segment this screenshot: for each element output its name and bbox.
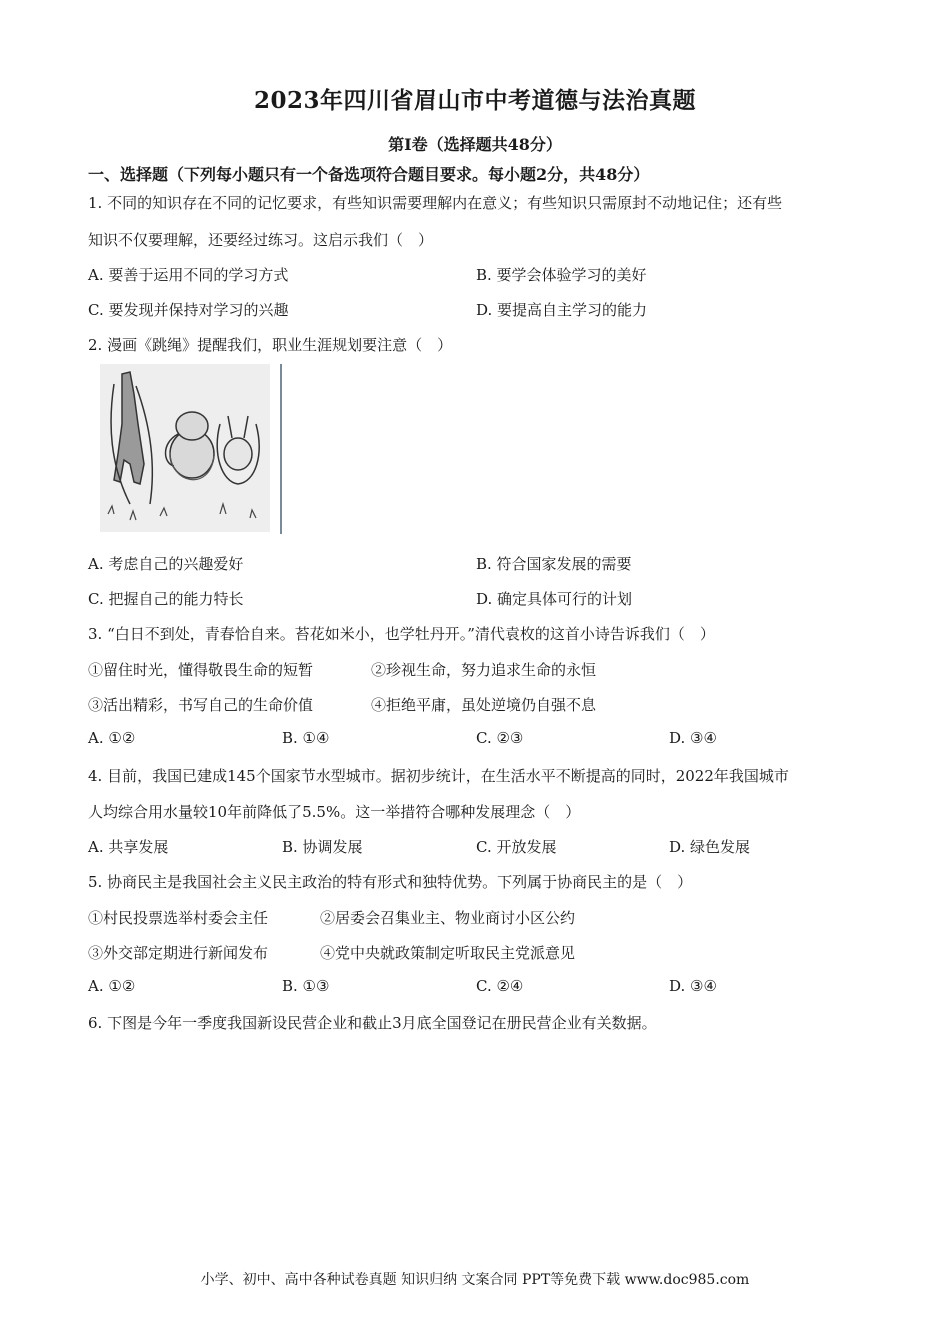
q6-stem: 6. 下图是今年一季度我国新设民营企业和截止3月底全国登记在册民营企业有关数据。 <box>88 1014 657 1032</box>
q5-item-3: ③外交部定期进行新闻发布 <box>88 944 269 962</box>
q5-option-b: B. ①③ <box>282 977 330 995</box>
q5-stem: 5. 协商民主是我国社会主义民主政治的特有形式和独特优势。下列属于协商民主的是（ ） <box>88 873 693 891</box>
q1-stem-line1: 1. 不同的知识存在不同的记忆要求，有些知识需要理解内在意义；有些知识只需原封不动地记住；还有些 <box>88 194 783 212</box>
q3-option-a: A. ①② <box>88 729 136 747</box>
page-footer: 小学、初中、高中各种试卷真题 知识归纳 文案合同 PPT等免费下载 www.doc985.com <box>200 1272 750 1288</box>
q2-option-a: A. 考虑自己的兴趣爱好 <box>88 555 244 573</box>
q3-stem: 3. “白日不到处，青春恰自来。苔花如米小，也学牡丹开。”清代袁枚的这首小诗告诉我们（ ） <box>88 625 715 643</box>
q2-option-b: B. 符合国家发展的需要 <box>476 555 632 573</box>
q4-option-d: D. 绿色发展 <box>669 838 751 856</box>
q4-option-c: C. 开放发展 <box>476 838 557 856</box>
q3-item-2: ②珍视生命，努力追求生命的永恒 <box>371 661 597 679</box>
figure-border-line <box>280 364 282 534</box>
q5-option-a: A. ①② <box>88 977 136 995</box>
q1-option-c: C. 要发现并保持对学习的兴趣 <box>88 301 289 319</box>
q2-option-d: D. 确定具体可行的计划 <box>476 590 633 608</box>
q3-item-1: ①留住时光，懂得敬畏生命的短暂 <box>88 661 314 679</box>
q4-option-b: B. 协调发展 <box>282 838 363 856</box>
q4-stem-line2: 人均综合用水量较10年前降低了5.5%。这一举措符合哪种发展理念（ ） <box>88 803 581 821</box>
q5-item-1: ①村民投票选举村委会主任 <box>88 909 269 927</box>
section-heading: 一、选择题（下列每小题只有一个备选项符合题目要求。每小题2分，共48分） <box>88 165 650 184</box>
q3-option-c: C. ②③ <box>476 729 524 747</box>
q5-option-c: C. ②④ <box>476 977 524 995</box>
q5-option-d: D. ③④ <box>669 977 717 995</box>
exam-title: 2023年四川省眉山市中考道德与法治真题 <box>253 87 696 114</box>
cartoon-jump-rope-image <box>100 364 270 532</box>
q1-stem-line2: 知识不仅要理解，还要经过练习。这启示我们（ ） <box>88 231 434 249</box>
q5-item-2: ②居委会召集业主、物业商讨小区公约 <box>320 909 576 927</box>
q3-item-4: ④拒绝平庸，虽处逆境仍自强不息 <box>371 696 597 714</box>
q1-option-a: A. 要善于运用不同的学习方式 <box>88 266 289 284</box>
q4-stem-line1: 4. 目前，我国已建成145个国家节水型城市。据初步统计，在生活水平不断提高的同时，2022年我国城市 <box>88 767 789 785</box>
q2-option-c: C. 把握自己的能力特长 <box>88 590 244 608</box>
q3-option-b: B. ①④ <box>282 729 330 747</box>
q5-item-4: ④党中央就政策制定听取民主党派意见 <box>320 944 576 962</box>
q1-option-b: B. 要学会体验学习的美好 <box>476 266 647 284</box>
q3-item-3: ③活出精彩，书写自己的生命价值 <box>88 696 314 714</box>
q2-stem: 2. 漫画《跳绳》提醒我们，职业生涯规划要注意（ ） <box>88 336 453 354</box>
q3-option-d: D. ③④ <box>669 729 717 747</box>
cartoon-drawing <box>100 364 270 532</box>
part-subtitle: 第I卷（选择题共48分） <box>388 135 562 154</box>
q1-option-d: D. 要提高自主学习的能力 <box>476 301 648 319</box>
q4-option-a: A. 共享发展 <box>88 838 169 856</box>
